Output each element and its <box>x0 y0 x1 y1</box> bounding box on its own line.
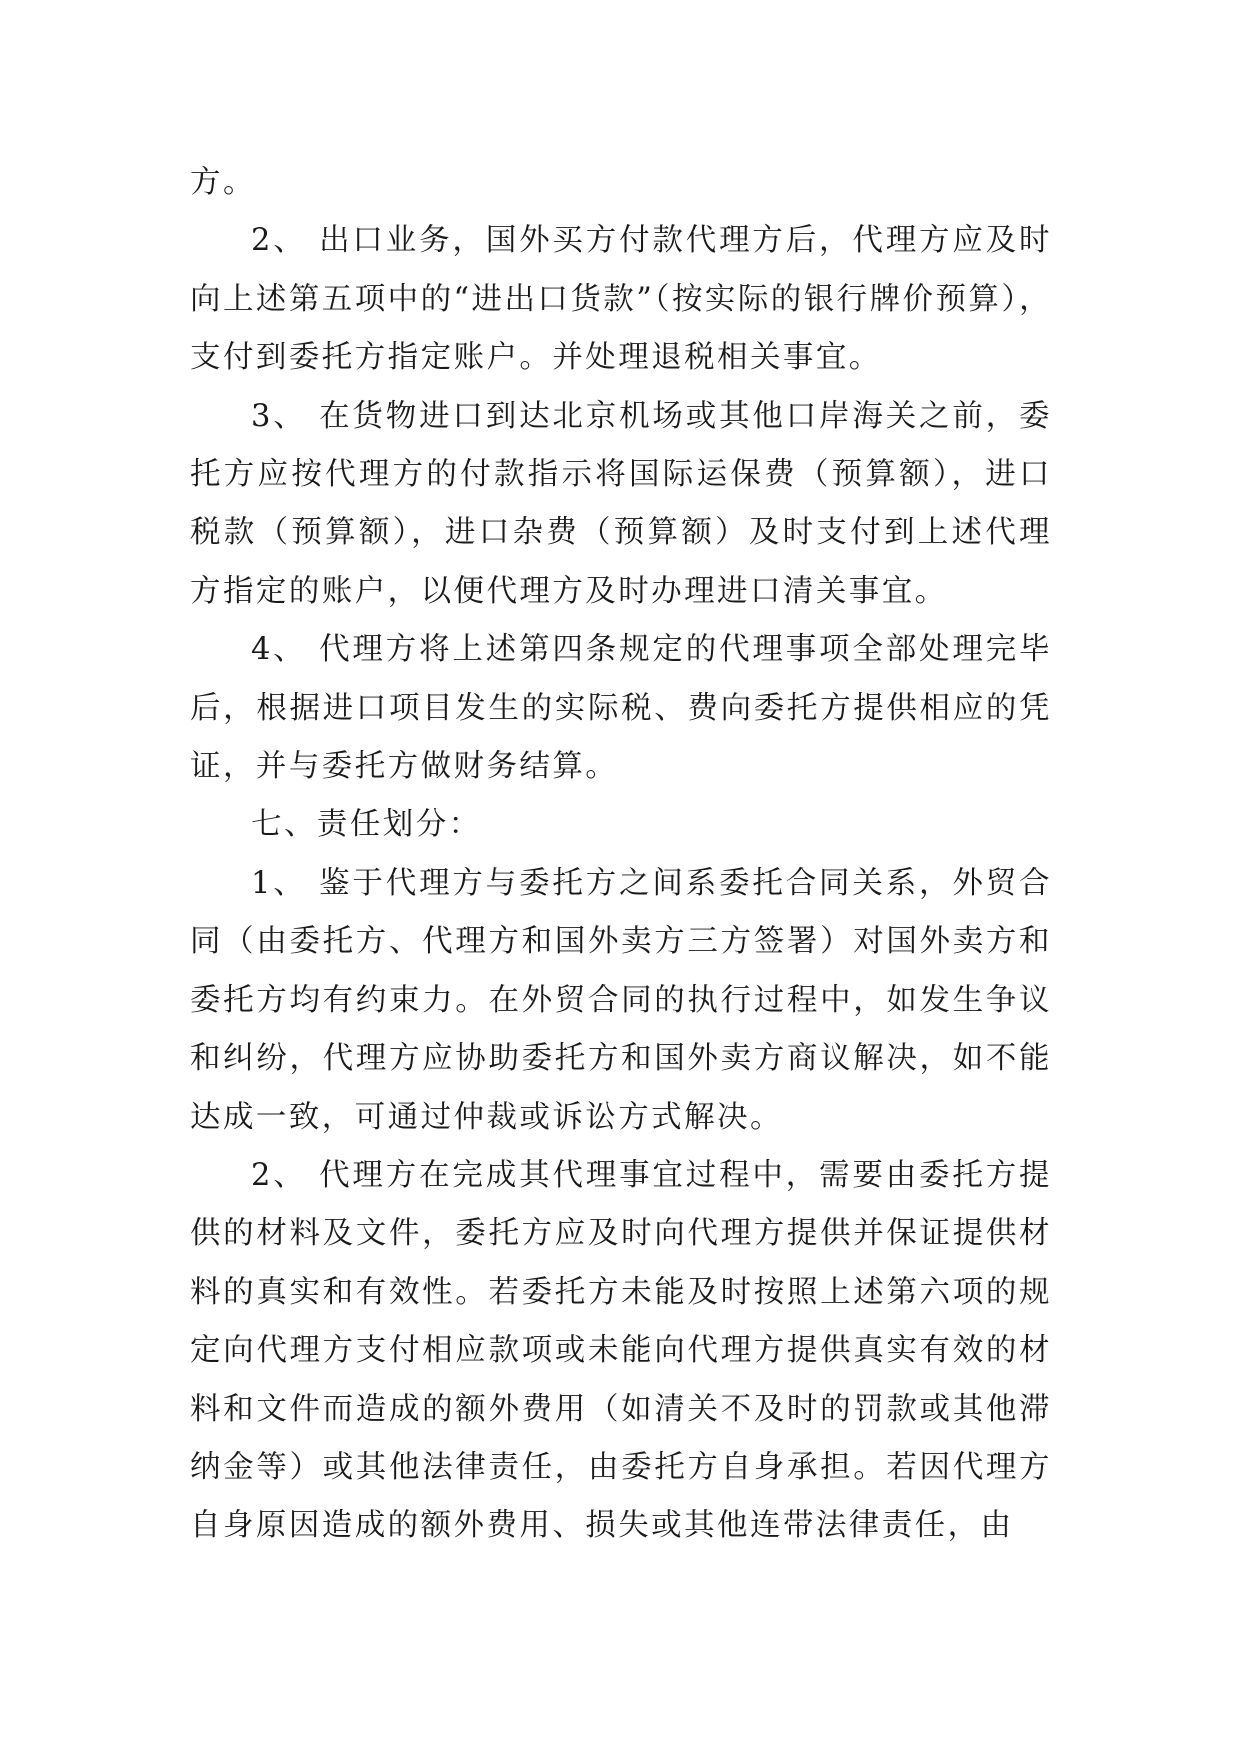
paragraph-contract-relation: 1、 鉴于代理方与委托方之间系委托合同关系，外贸合同（由委托方、代理方和国外卖方三方签署）对国外卖方和委托方均有约束力。在外贸合同的执行过程中，如发生争议和纠纷，代理方应协助委托方和国外卖方商议解决，如不能达成一致，可通过仲裁或诉讼方式解决。 <box>190 865 1052 1135</box>
paragraph-settlement: 4、 代理方将上述第四条规定的代理事项全部处理完毕后，根据进口项目发生的实际税、费向委托方提供相应的凭证，并与委托方做财务结算。 <box>190 632 1052 785</box>
section-heading-responsibility: 七、责任划分： <box>251 807 482 843</box>
paragraph-import-fees: 3、 在货物进口到达北京机场或其他口岸海关之前，委托方应按代理方的付款指示将国际运保费（预算额），进口税款（预算额），进口杂费（预算额）及时支付到上述代理方指定的账户，以便代理方及时办理进口清关事宜。 <box>190 398 1052 609</box>
paragraph-continuation: 方。 <box>190 165 256 200</box>
paragraph-export-payment: 2、 出口业务，国外买方付款代理方后，代理方应及时向上述第五项中的“进出口货款”（按实际的银行牌价预算），支付到委托方指定账户。并处理退税相关事宜。 <box>190 223 1053 376</box>
document-body <box>190 154 1052 1556</box>
paragraph-materials-liability: 2、 代理方在完成其代理事宜过程中，需要由委托方提供的材料及文件，委托方应及时向代理方提供并保证提供材料的真实和有效性。若委托方未能及时按照上述第六项的规定向代理方支付相应款项或未能向代理方提供真实有效的材料和文件而造成的额外费用（如清关不及时的罚款或其他滞纳金等）或其他法律责任，由委托方自身承担。若因代理方自身原因造成的额外费用、损失或其他连带法律责任，由 <box>190 1157 1052 1544</box>
